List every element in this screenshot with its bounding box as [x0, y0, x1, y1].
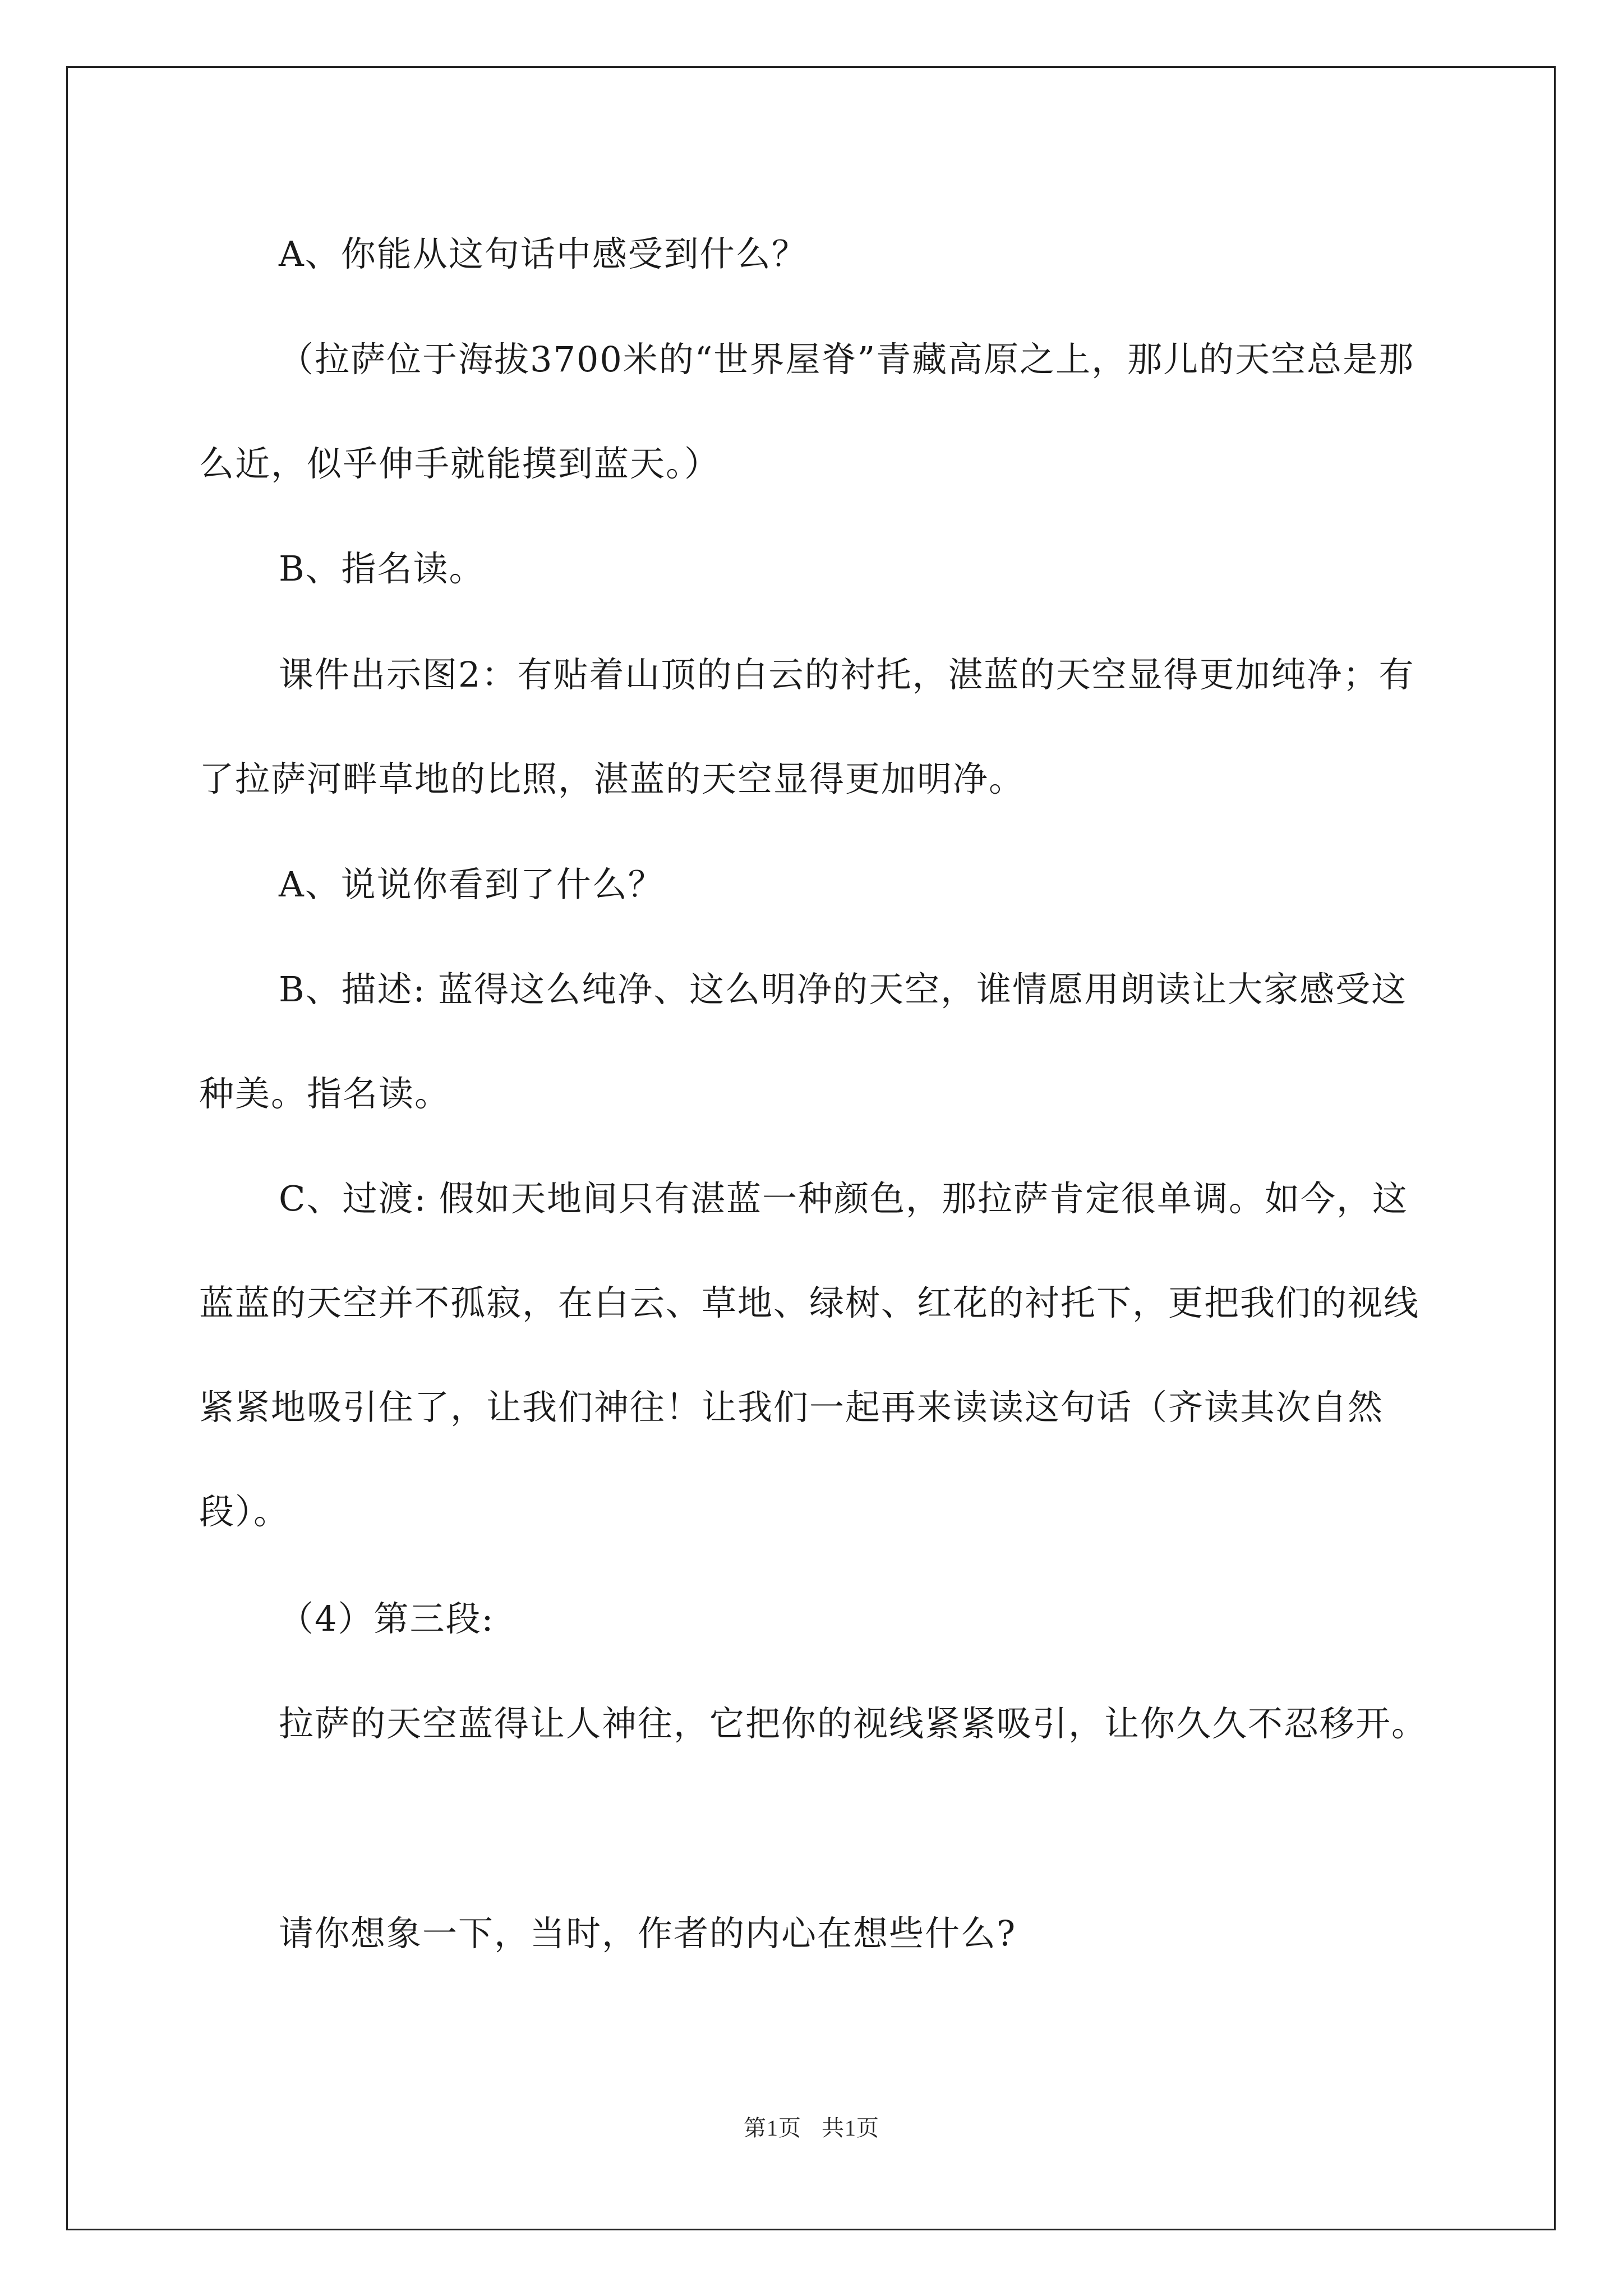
paragraph-7: C、过渡: 假如天地间只有湛蓝一种颜色，那拉萨肯定很单调。如今，这蓝蓝的天空并不孤寂，在白云、草地、绿树、红花的衬托下，更把我们的视线紧紧地吸引住了，让我们神往！让我们一起再来读读这句话（齐读其次自然段）。	[199, 1178, 1420, 1532]
paragraph-8: （4）第三段:	[279, 1598, 495, 1639]
paragraph-10: 请你想象一下，当时，作者的内心在想些什么?	[279, 1913, 1017, 1954]
page-footer	[0, 2110, 1623, 2142]
paragraph-4: 课件出示图2：有贴着山顶的白云的衬托，湛蓝的天空显得更加纯净；有了拉萨河畔草地的比照，湛蓝的天空显得更加明净。	[199, 654, 1415, 799]
paragraph-6: B、描述: 蓝得这么纯净、这么明净的天空，谁情愿用朗读让大家感受这种美。指名读。	[199, 969, 1408, 1114]
page-number: 第1页	[744, 2115, 801, 2141]
paragraph-1: A、你能从这句话中感受到什么？	[279, 233, 808, 274]
paragraph-9: 拉萨的天空蓝得让人神往，它把你的视线紧紧吸引，让你久久不忍移开。	[279, 1703, 1428, 1744]
paragraph-5: A、说说你看到了什么？	[279, 864, 664, 905]
page-total: 共1页	[822, 2115, 879, 2141]
paragraph-2: （拉萨位于海拔3700米的“世界屋脊”青藏高原之上，那儿的天空总是那么近，似乎伸手就能摸到蓝天。）	[199, 339, 1415, 484]
paragraph-3: B、指名读。	[279, 548, 485, 589]
